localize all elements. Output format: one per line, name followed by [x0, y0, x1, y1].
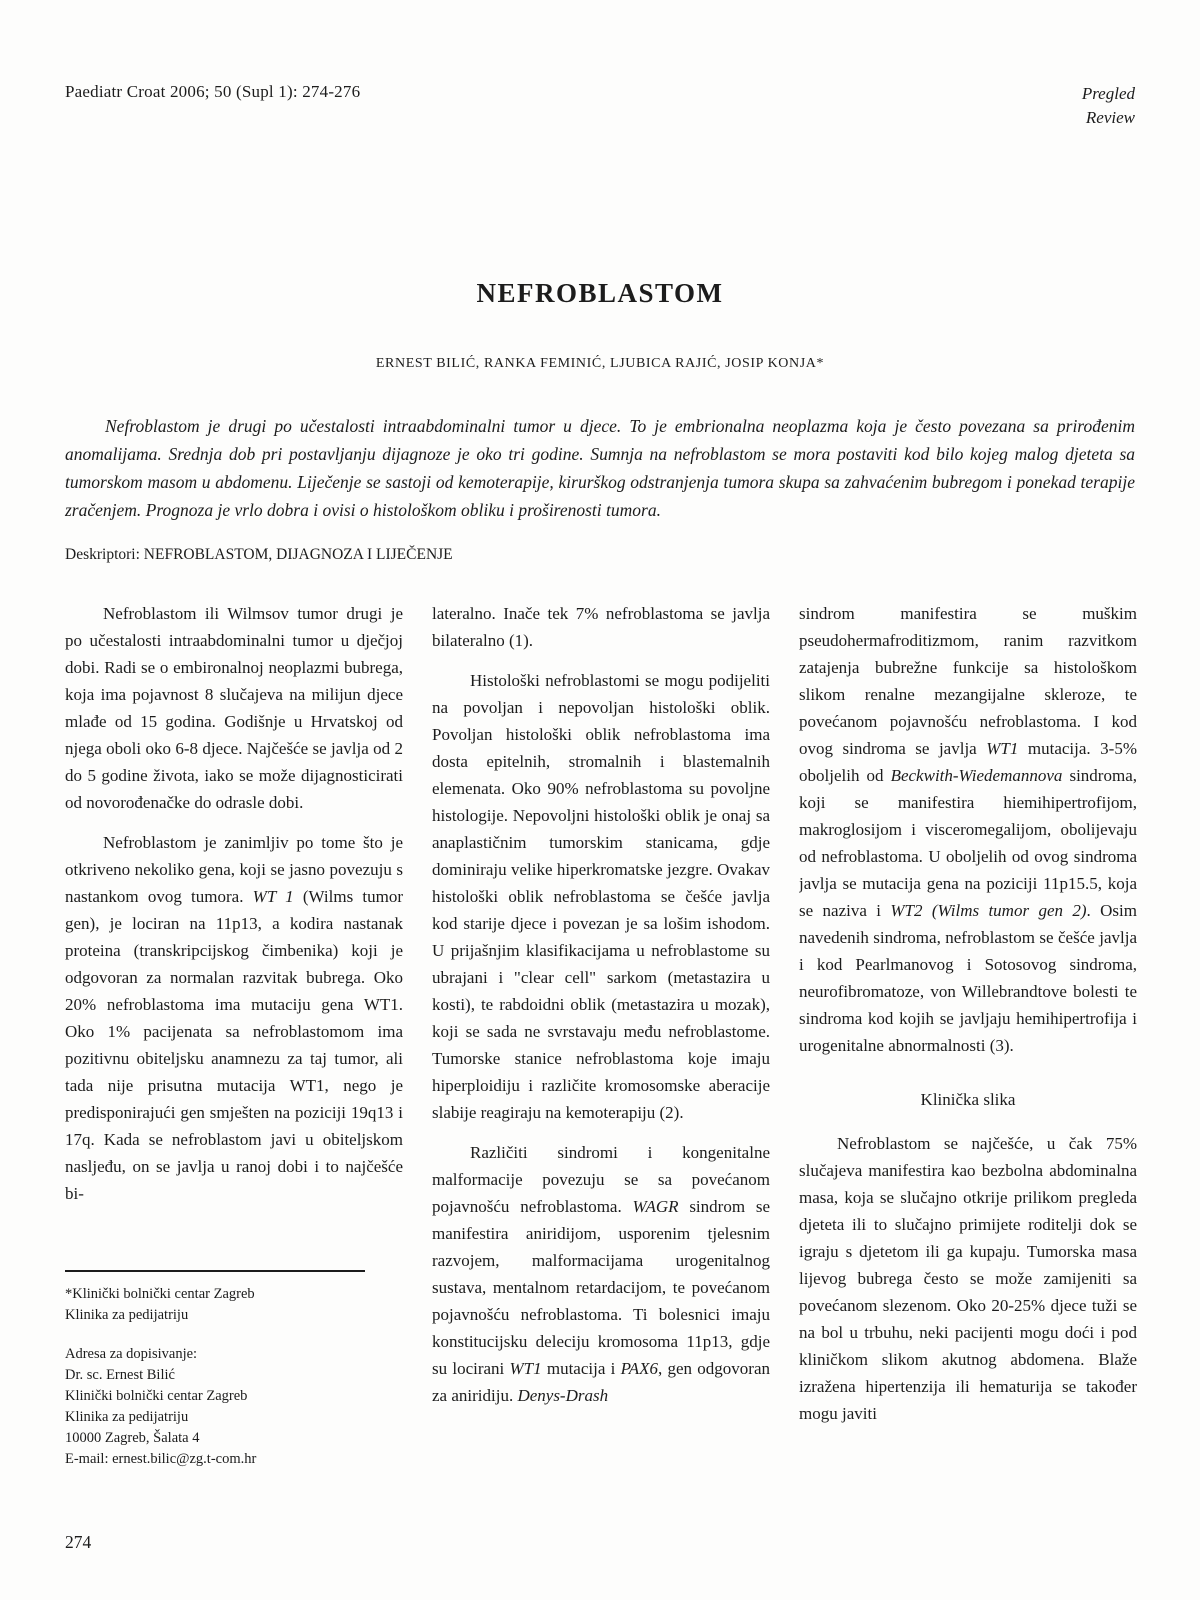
descriptors-label: Deskriptori: [65, 546, 144, 563]
page-number: 274 [65, 1532, 92, 1552]
paragraph: Nefroblastom se najčešće, u čak 75% slučajeva manifestira kao bezbolna abdominalna masa, koja se slučajno otkrije prilikom pregleda djeteta ili to slučajno primijete roditelji dok se igraju s djetetom ili ga kupaju. Tumorska masa lijevog bubrega često se može zamijeniti sa povećanom slezenom. Oko 20-25% djece tuži se na bol u trbuhu, neki pacijenti mogu doći i pod kliničkom slikom akutnog abdomena. Blaže izražena hipertenzija ili hematurija se također mogu javiti [799, 1134, 1137, 1423]
footnote-rule [65, 1270, 365, 1272]
descriptors-value: NEFROBLASTOM, DIJAGNOZA I LIJEČENJE [143, 546, 453, 563]
column-1 [65, 600, 403, 1488]
column-2 [432, 600, 770, 1488]
section-heading: Klinička slika [920, 1090, 1016, 1109]
footnote-line: Dr. sc. Ernest Bilić [65, 1367, 175, 1383]
paragraph: Histološki nefroblastomi se mogu podijeliti na povoljan i nepovoljan histološki oblik. Povoljan histološki oblik nefroblastoma ima dosta epitelnih, stromalnih i blastemalnih elemenata. Oko 90% nefroblastoma su povoljne histologije. Nepovoljni histološki oblik je onaj sa anaplastičnim tumorskim stanicama, gdje dominiraju velike hiperkromatske jezgre. Ovakav histološki oblik nefroblastoma se češće javlja kod starije djece i povezan je sa lošim ishodom. U prijašnjim klasifikacijama u nefroblastome su ubrajani i "clear cell" sarkom (metastazira u kosti), te rabdoidni oblik (metastazira u mozak), koji se sada ne svrstavaju među nefroblastome. Tumorske stanice nefroblastoma koje imaju hiperploidiju i različite kromosomske aberacije slabije reagiraju na kemoterapiju (2). [432, 671, 770, 1122]
footnote-line: E-mail: ernest.bilic@zg.t-com.hr [65, 1451, 257, 1467]
footnote-line: Adresa za dopisivanje: [65, 1346, 198, 1362]
paragraph: Nefroblastom je zanimljiv po tome što je otkriveno nekoliko gena, koji se jasno povezuju s nastankom ovog tumora. WT 1 (Wilms tumor gen), je lociran na 11p13, a kodira nastanak proteina (transkripcijskog čimbenika) koji je odgovoran za normalan razvitak bubrega. Oko 20% nefroblastoma ima mutaciju gena WT1. Oko 1% pacijenata sa nefroblastomom ima pozitivnu obiteljsku anamnezu za taj tumor, ali tada nije prisutna mutacija WT1, nego je predisponirajući gen smješten na poziciji 19q13 i 17q. Kada se nefroblastom javi u obiteljskom nasljeđu, on se javlja u ranoj dobi i to najčešće bi- [65, 833, 403, 1203]
article-type-croatian: Pregled [1081, 84, 1135, 103]
footnote [65, 1266, 403, 1488]
descriptors-line [65, 546, 1135, 564]
article-type-english: Review [1085, 108, 1135, 127]
paragraph: Različiti sindromi i kongenitalne malformacije povezuju se sa povećanom pojavnošću nefroblastoma. WAGR sindrom se manifestira aniridijom, usporenim tjelesnim razvojem, malformacijama urogenitalnog sustava, mentalnom retardacijom, te povećanom pojavnošću nefroblastoma. Ti bolesnici imaju konstitucijsku deleciju kromosoma 11p13, gdje su locirani WT1 mutacija i PAX6, gen odgovoran za aniridiju. Denys-Drash [432, 1143, 770, 1405]
page-header [65, 82, 1135, 130]
paragraph: lateralno. Inače tek 7% nefroblastoma se javlja bilateralno (1). [432, 604, 770, 650]
author-list: ERNEST BILIĆ, RANKA FEMINIĆ, LJUBICA RAJIĆ, JOSIP KONJA* [375, 356, 825, 371]
correspondence-address [65, 1344, 403, 1470]
paragraph: Nefroblastom ili Wilmsov tumor drugi je po učestalosti intraabdominalni tumor u dječjoj dobi. Radi se o embironalnoj neoplazmi bubrega, koja ima pojavnost 8 slučajeva na milijun djece mlađe od 15 godina. Godišnje u Hrvatskoj od njega oboli oko 6-8 djece. Najčešće se javlja od 2 do 5 godine života, iako se može dijagnosticirati od novorođenačke do odrasle dobi. [65, 604, 403, 812]
footnote-line: Klinika za pedijatriju [65, 1307, 189, 1323]
footnote-line: 10000 Zagreb, Šalata 4 [65, 1430, 200, 1446]
affiliation [65, 1284, 403, 1326]
journal-reference: Paediatr Croat 2006; 50 (Supl 1): 274-276 [65, 82, 361, 101]
column-3 [799, 600, 1137, 1488]
article-title: NEFROBLASTOM [476, 278, 724, 308]
footnote-line: *Klinički bolnički centar Zagreb [65, 1286, 255, 1302]
body-columns [65, 600, 1135, 1488]
paragraph: sindrom manifestira se muškim pseudohermafroditizmom, ranim razvitkom zatajenja bubrežne funkcije sa histološkom slikom renalne mezangijalne skleroze, te povećanom pojavnošću nefroblastoma. I kod ovog sindroma se javlja WT1 mutacija. 3-5% oboljelih od Beckwith-Wiedemannova sindroma, koji se manifestira hiemihipertrofijom, makroglosijom i visceromegalijom, obolijevaju od nefroblastoma. U oboljelih od ovog sindroma javlja se mutacija gena na poziciji 11p15.5, koja se naziva i WT2 (Wilms tumor gen 2). Osim navedenih sindroma, nefroblastom se češće javlja i kod Pearlmanovog i Sotosovog sindroma, neurofibromatoze, von Willebrandtove bolesti te sindroma kod kojih se javljaju hemihipertrofija i urogenitalne abnormalnosti (3). [799, 604, 1137, 1055]
article-type [1082, 82, 1135, 130]
footnote-line: Klinika za pedijatriju [65, 1409, 189, 1425]
footnote-line: Klinički bolnički centar Zagreb [65, 1388, 248, 1404]
abstract: Nefroblastom je drugi po učestalosti intraabdominalni tumor u djece. To je embrionalna neoplazma koja je često povezana sa prirođenim anomalijama. Srednja dob pri postavljanju dijagnoze je oko tri godine. Sumnja na nefroblastom se mora postaviti kod bilo kojeg malog djeteta sa tumorskom masom u abdomenu. Liječenje se sastoji od kemoterapije, kirurškog odstranjenja tumora skupa sa zahvaćenim bubregom i ponekad terapije zračenjem. Prognoza je vrlo dobra i ovisi o histološkom obliku i proširenosti tumora. [65, 416, 1135, 520]
